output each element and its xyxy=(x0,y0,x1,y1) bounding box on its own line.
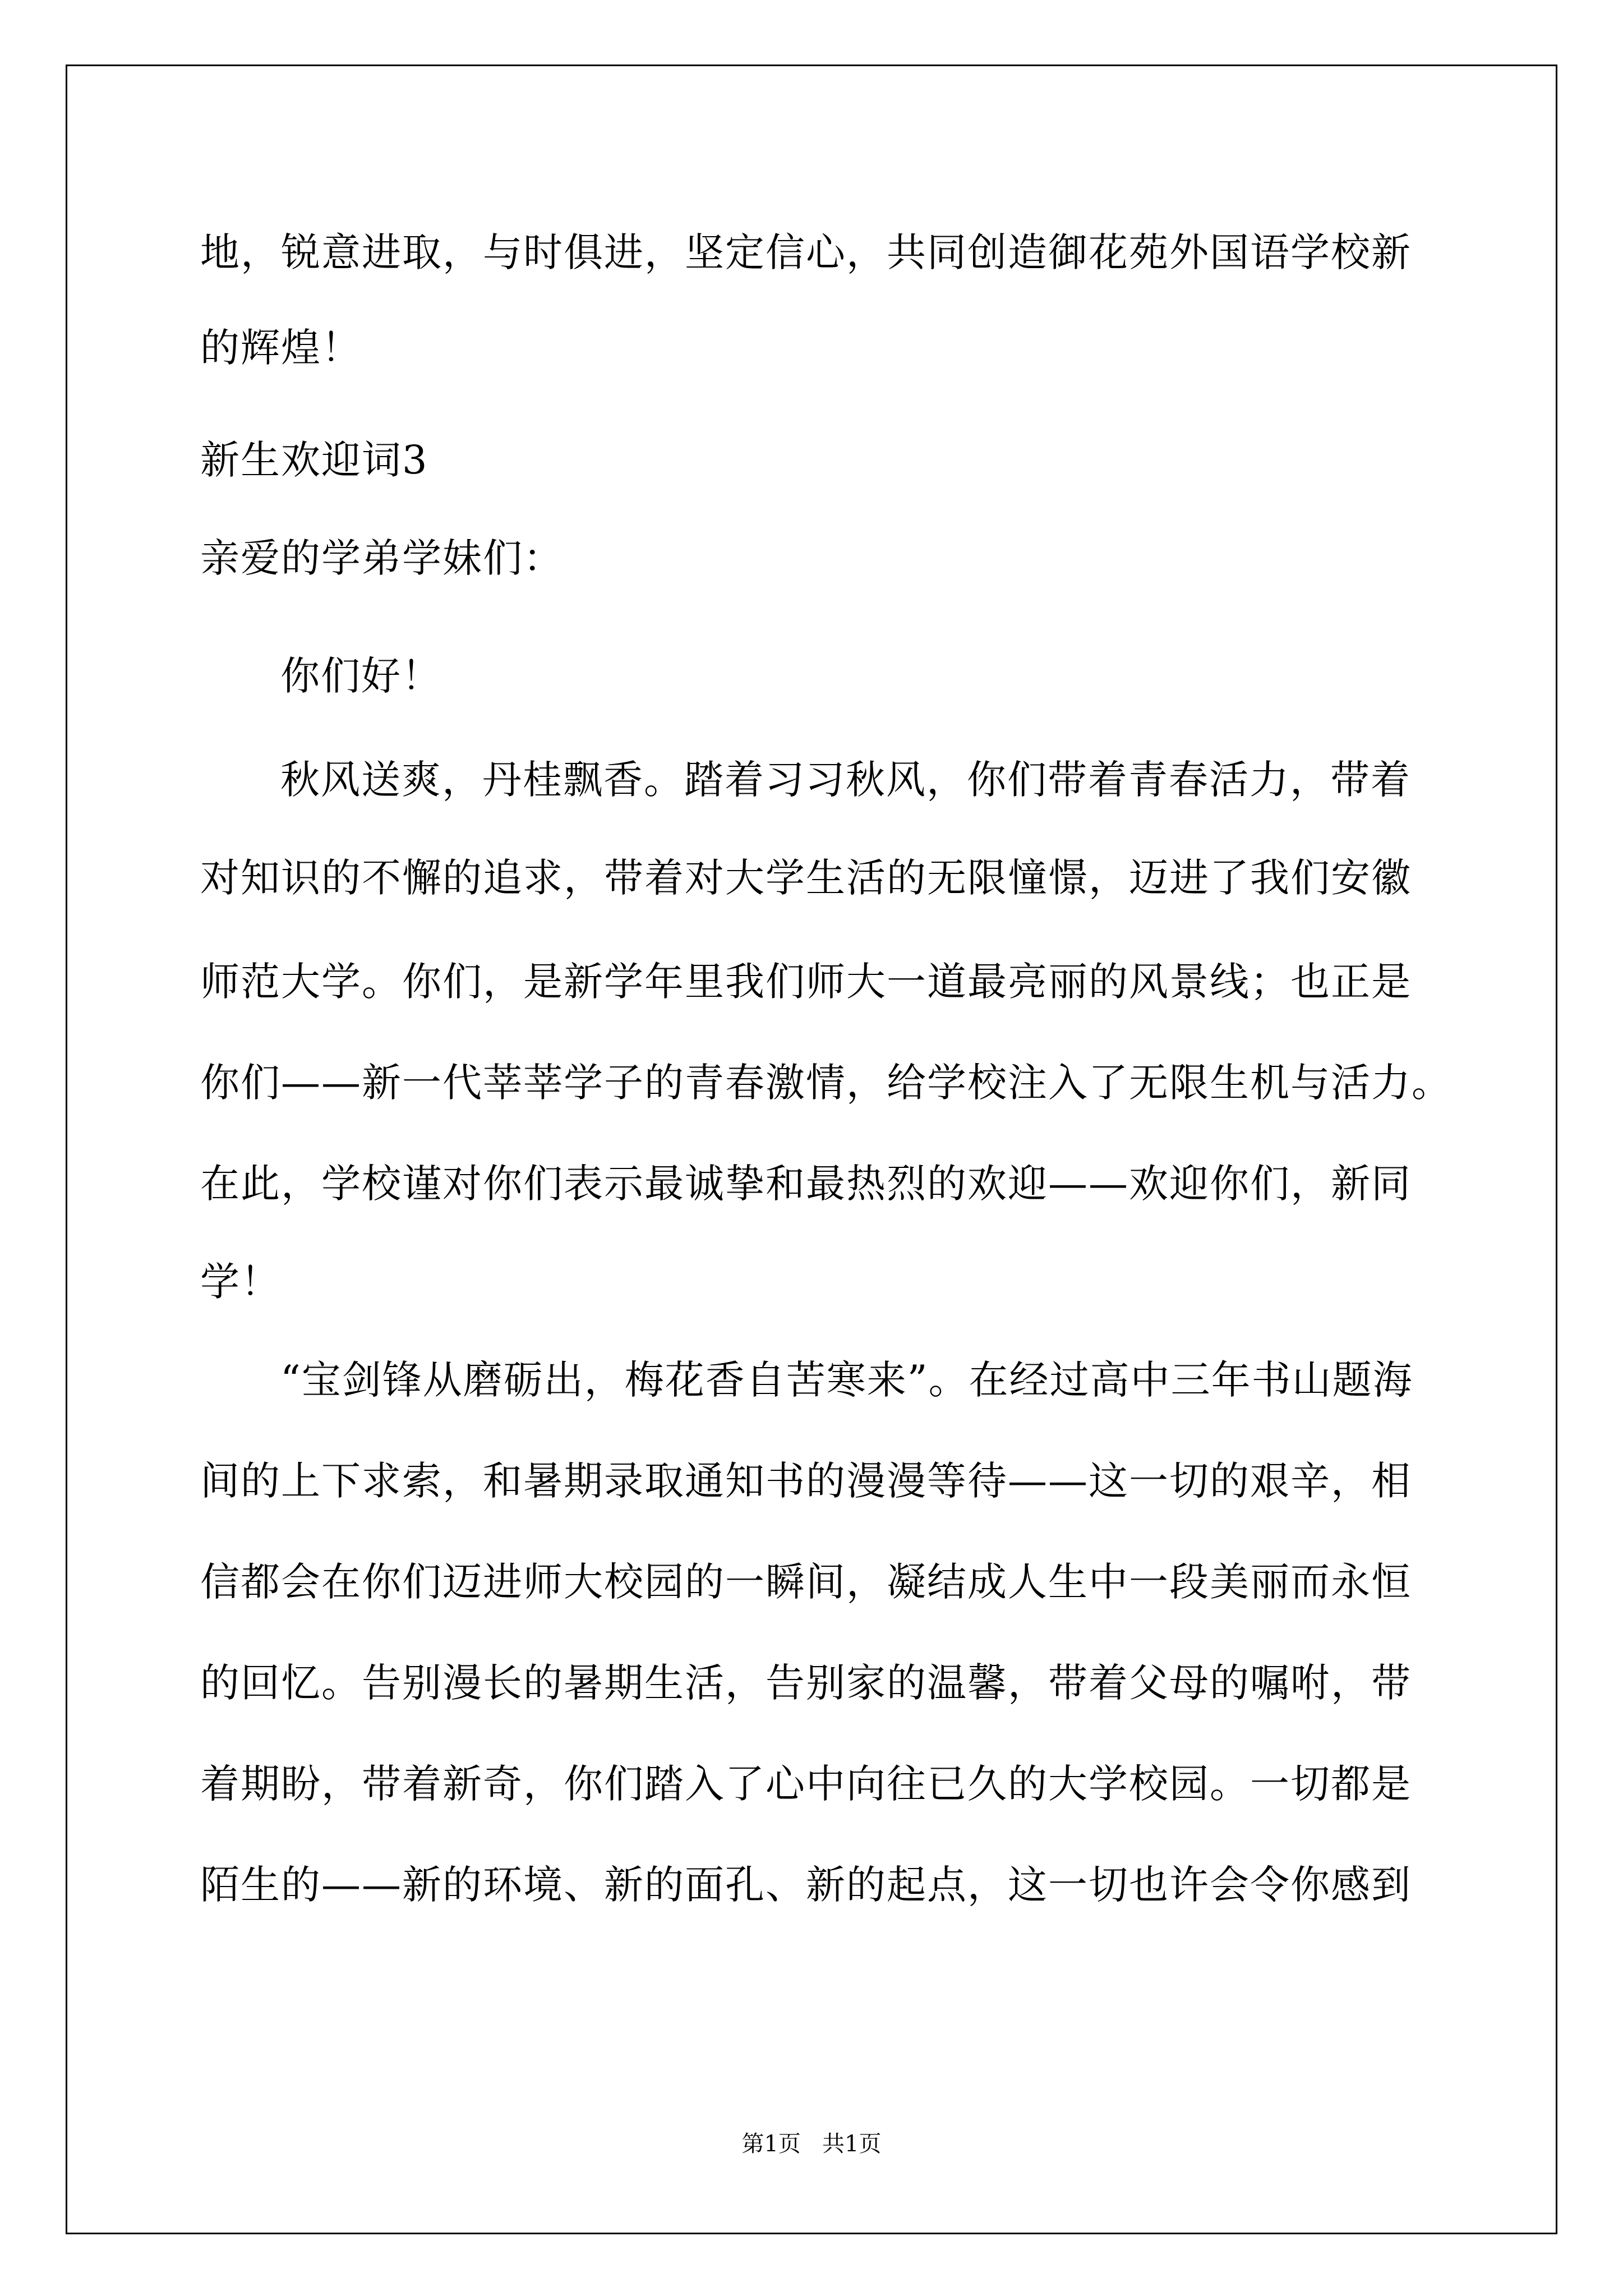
salutation: 亲爱的学弟学妹们： xyxy=(200,535,564,581)
paragraph-line: 间的上下求索，和暑期录取通知书的漫漫等待——这一切的艰辛，相 xyxy=(200,1458,1412,1504)
paragraph-line: 陌生的——新的环境、新的面孔、新的起点，这一切也许会令你感到 xyxy=(200,1862,1412,1908)
paragraph-line: 你们——新一代莘莘学子的青春激情，给学校注入了无限生机与活力。 xyxy=(200,1060,1452,1106)
section-heading: 新生欢迎词3 xyxy=(200,437,428,483)
paragraph-line: 的辉煌！ xyxy=(200,325,362,371)
paragraph-line: 秋风送爽，丹桂飘香。踏着习习秋风，你们带着青春活力，带着 xyxy=(280,757,1411,803)
paragraph-line: “宝剑锋从磨砺出，梅花香自苦寒来”。在经过高中三年书山题海 xyxy=(280,1357,1413,1403)
paragraph-line: 在此，学校谨对你们表示最诚挚和最热烈的欢迎——欢迎你们，新同 xyxy=(200,1161,1412,1207)
paragraph-line: 信都会在你们迈进师大校园的一瞬间，凝结成人生中一段美丽而永恒 xyxy=(200,1559,1412,1605)
paragraph-line: 师范大学。你们，是新学年里我们师大一道最亮丽的风景线；也正是 xyxy=(200,959,1412,1005)
paragraph-line: 着期盼，带着新奇，你们踏入了心中向往已久的大学校园。一切都是 xyxy=(200,1761,1412,1807)
paragraph-line: 的回忆。告别漫长的暑期生活，告别家的温馨，带着父母的嘱咐，带 xyxy=(200,1660,1412,1706)
paragraph-line: 地，锐意进取，与时俱进，坚定信心，共同创造御花苑外国语学校新 xyxy=(200,229,1412,275)
page-number-footer: 第1页 共1页 xyxy=(741,2131,882,2157)
paragraph-line: 学！ xyxy=(200,1259,281,1305)
paragraph-line: 对知识的不懈的追求，带着对大学生活的无限憧憬，迈进了我们安徽 xyxy=(200,855,1412,901)
greeting: 你们好！ xyxy=(280,653,442,699)
